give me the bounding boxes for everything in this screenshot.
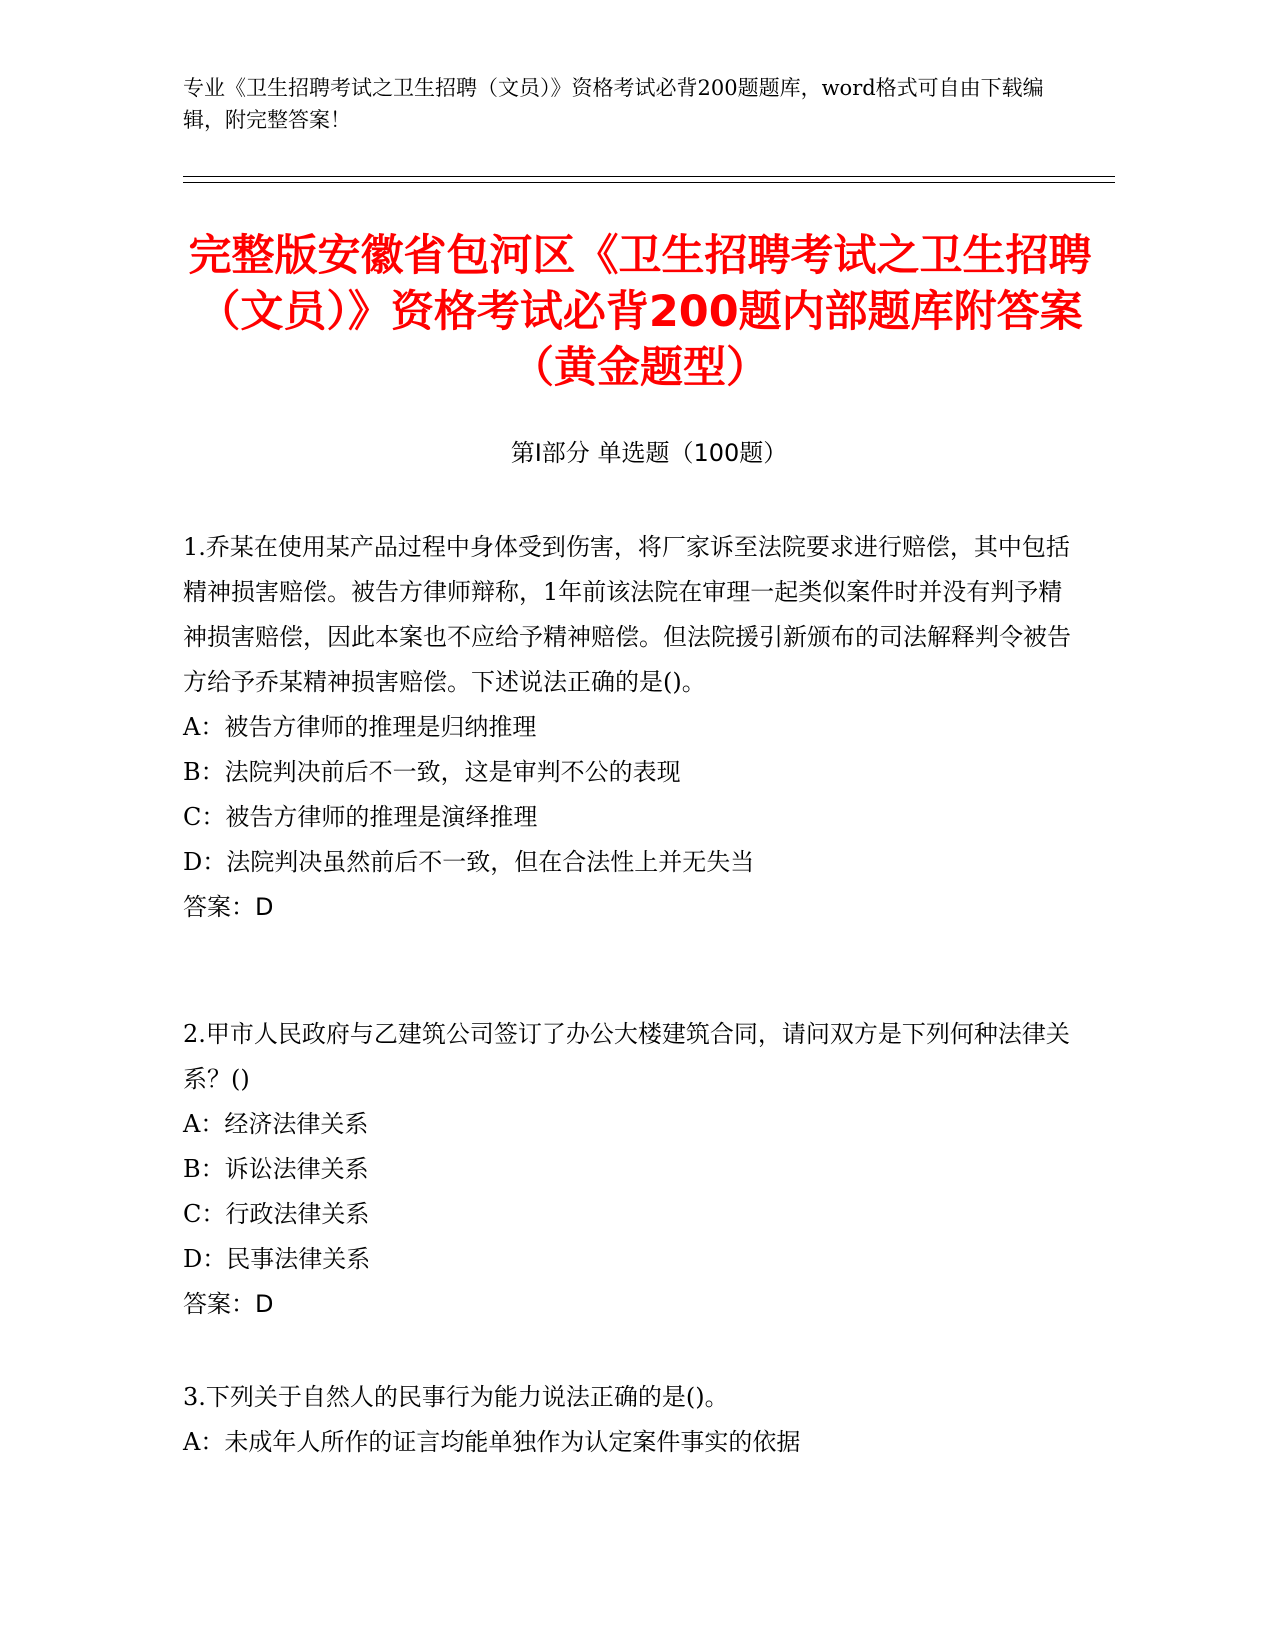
- option-c: C：行政法律关系: [183, 1200, 370, 1228]
- option-b: B：法院判决前后不一致，这是审判不公的表现: [183, 758, 681, 786]
- header-divider-top: [183, 176, 1115, 177]
- option-a: A：被告方律师的推理是归纳推理: [183, 713, 537, 741]
- question-text: 1.乔某在使用某产品过程中身体受到伤害，将厂家诉至法院要求进行赔偿，其中包括精神损害赔偿。被告方律师辩称，1年前该法院在审理一起类似案件时并没有判予精神损害赔偿，因此本案也不应给予精神赔偿。但法院援引新颁布的司法解释判令被告方给予乔某精神损害赔偿。下述说法正确的是()。: [183, 533, 1071, 696]
- option-c: C：被告方律师的推理是演绎推理: [183, 803, 538, 831]
- option-d: D：法院判决虽然前后不一致，但在合法性上并无失当: [183, 848, 755, 876]
- question-3: [183, 1375, 1075, 1465]
- answer: 答案：D: [183, 1290, 274, 1318]
- header-note: 专业《卫生招聘考试之卫生招聘（文员）》资格考试必背200题题库，word格式可自由下载编辑，附完整答案！: [183, 76, 1044, 132]
- header-divider-bottom: [183, 182, 1115, 183]
- option-a: A：经济法律关系: [183, 1110, 369, 1138]
- section-heading: 第Ⅰ部分 单选题（100题）: [510, 439, 788, 467]
- option-b: B：诉讼法律关系: [183, 1155, 369, 1183]
- question-text: 2.甲市人民政府与乙建筑公司签订了办公大楼建筑合同，请问双方是下列何种法律关系？(): [183, 1020, 1070, 1093]
- answer: 答案：D: [183, 893, 274, 921]
- document-title: 完整版安徽省包河区《卫生招聘考试之卫生招聘（文员）》资格考试必背200题内部题库附答案（黄金题型）: [188, 231, 1092, 393]
- question-1: [183, 525, 1075, 930]
- question-text: 3.下列关于自然人的民事行为能力说法正确的是()。: [183, 1383, 729, 1411]
- question-2: [183, 1012, 1075, 1327]
- option-a: A：未成年人所作的证言均能单独作为认定案件事实的依据: [183, 1428, 801, 1456]
- option-d: D：民事法律关系: [183, 1245, 371, 1273]
